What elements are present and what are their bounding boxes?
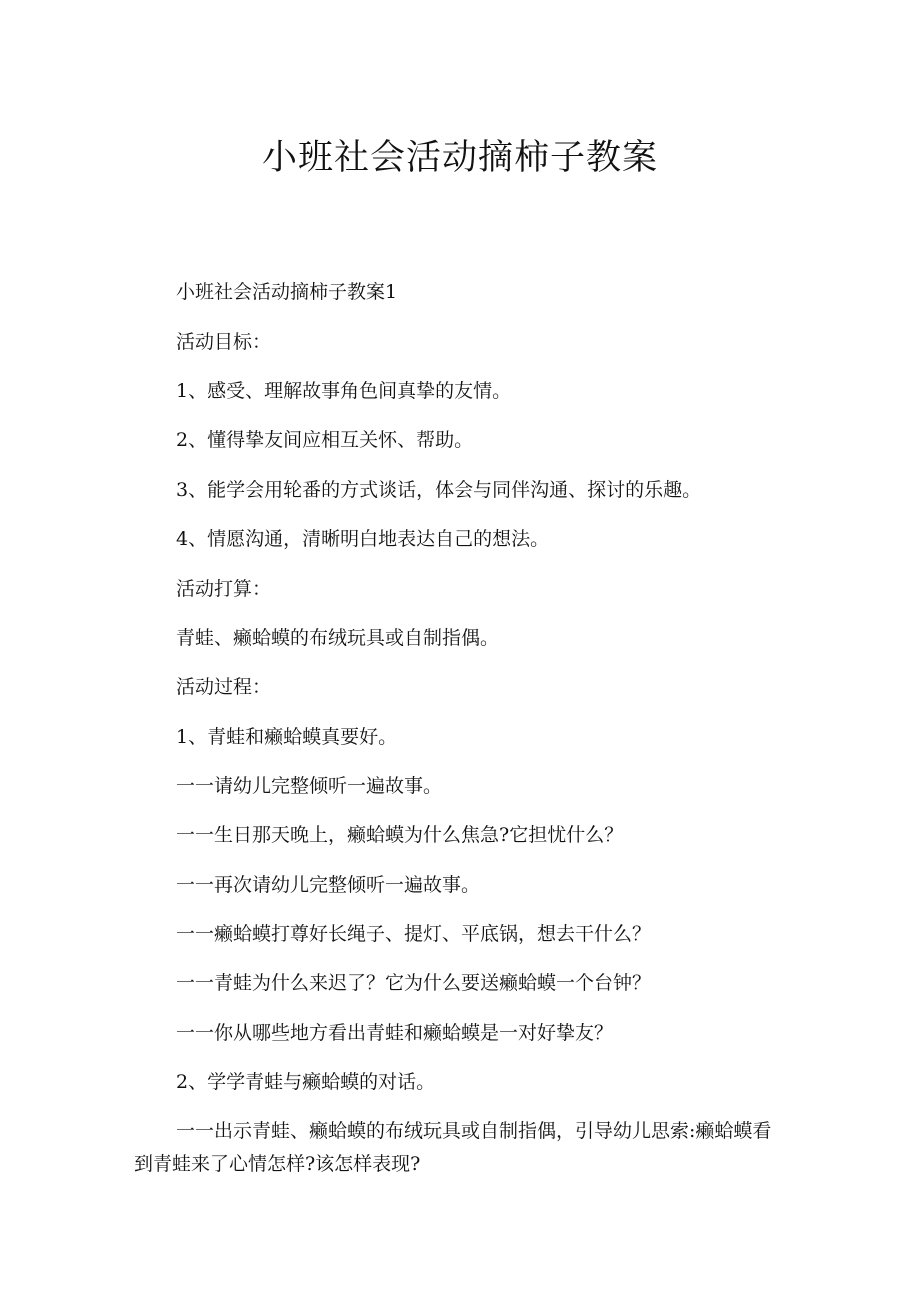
process-item: 一一你从哪些地方看出青蛙和癞蛤蟆是一对好挚友？ bbox=[176, 1022, 614, 1044]
section-heading: 小班社会活动摘柿子教案1 bbox=[176, 281, 398, 303]
final-paragraph: 一一出示青蛙、癞蛤蟆的布绒玩具或自制指偶，引导幼儿思索:癞蛤蟆看到青蛙来了心情怎样?该怎样表现? bbox=[134, 1120, 772, 1175]
process-heading: 活动过程： bbox=[176, 676, 272, 698]
preparation-text: 青蛙、癞蛤蟆的布绒玩具或自制指偶。 bbox=[176, 627, 500, 649]
process-item: 一一生日那天晚上，癞蛤蟆为什么焦急?它担忧什么？ bbox=[176, 824, 624, 846]
process-step-2: 2、学学青蛙与癞蛤蟆的对话。 bbox=[176, 1071, 436, 1093]
preparation-heading: 活动打算： bbox=[176, 578, 272, 600]
goal-item-4: 4、情愿沟通，清晰明白地表达自己的想法。 bbox=[176, 528, 550, 550]
goal-item-3: 3、能学会用轮番的方式谈话，体会与同伴沟通、探讨的乐趣。 bbox=[176, 479, 702, 501]
process-item: 一一青蛙为什么来迟了？它为什么要送癞蛤蟆一个台钟？ bbox=[176, 972, 652, 994]
process-step-1: 1、青蛙和癞蛤蟆真要好。 bbox=[176, 726, 398, 748]
goals-heading: 活动目标： bbox=[176, 331, 272, 353]
process-item: 一一再次请幼儿完整倾听一遍故事。 bbox=[176, 874, 481, 896]
goal-item-1: 1、感受、理解故事角色间真挚的友情。 bbox=[176, 380, 512, 402]
process-item: 一一癞蛤蟆打尊好长绳子、提灯、平底锅，想去干什么？ bbox=[176, 923, 652, 945]
document-title: 小班社会活动摘柿子教案 bbox=[261, 138, 658, 178]
process-item: 一一请幼儿完整倾听一遍故事。 bbox=[176, 775, 443, 797]
goal-item-2: 2、懂得挚友间应相互关怀、帮助。 bbox=[176, 429, 474, 451]
